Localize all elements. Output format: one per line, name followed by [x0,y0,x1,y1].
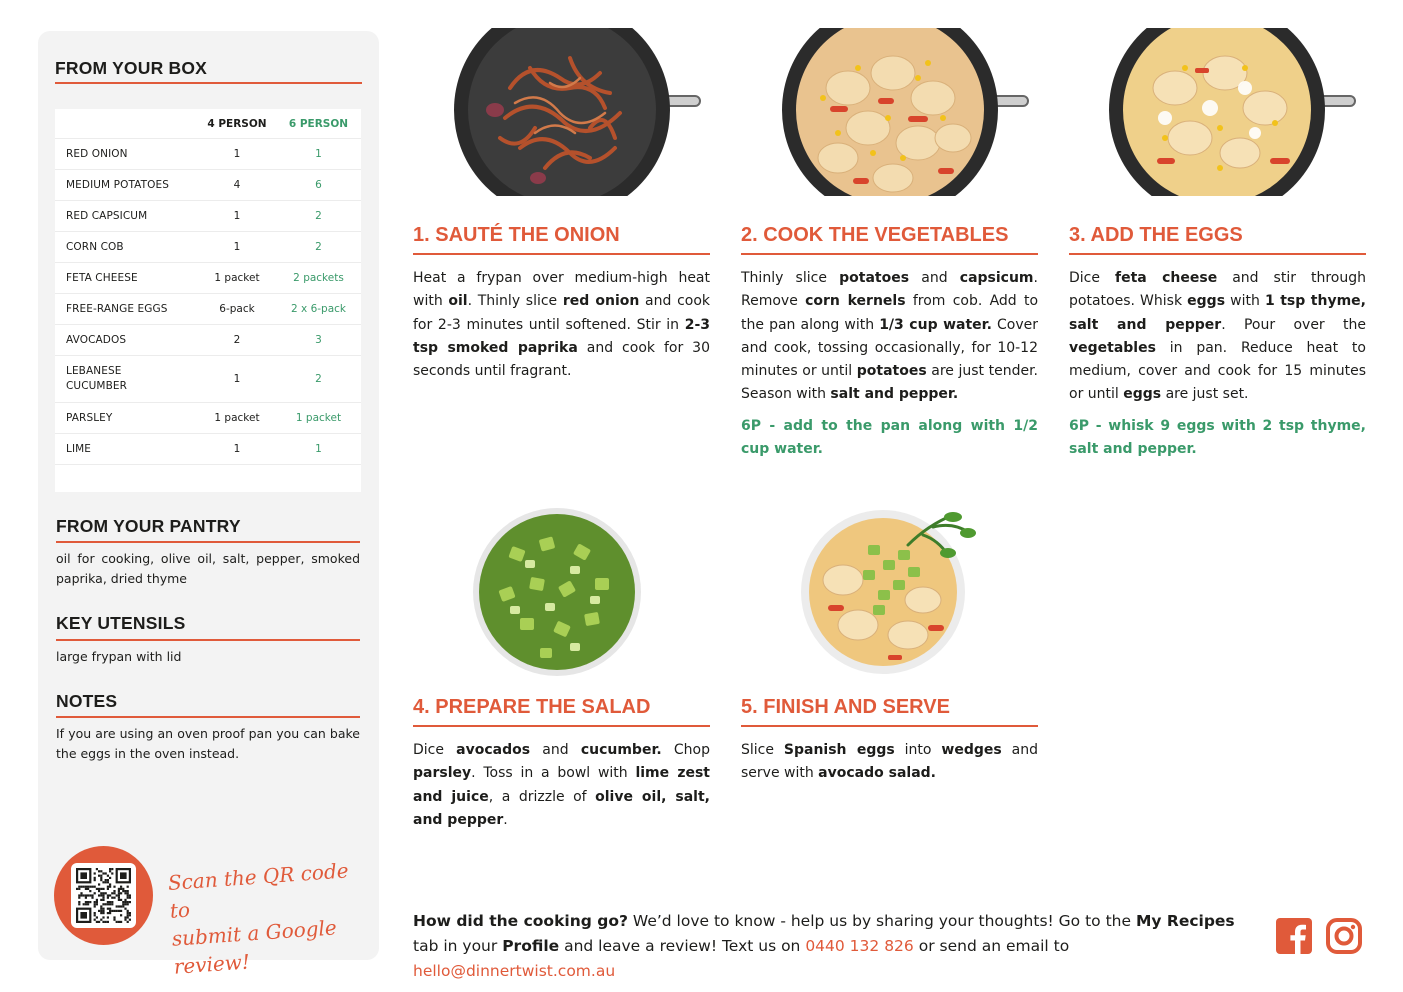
divider [56,639,360,641]
table-row [55,434,361,465]
ingredient-qty-4p: 1 [233,241,241,253]
step-2-body: Thinly slice potatoes and capsicum. Remove corn kernels from cob. Add to the pan along with 1/3 cup water. Cover and cook, tossing occasionally, for 10-12 minutes or until potatoes are just tender. Season with salt and pepper. [741,270,1039,403]
ingredient-qty-4p: 4 [233,179,241,191]
table-row [55,294,361,325]
step-2-6p-note: 6P - add to the pan along with 1/2 cup water. [741,418,1038,458]
my-recipes-link[interactable]: My Recipes [1135,912,1235,930]
ingredient-name: AVOCADOS [66,333,127,346]
ingredient-qty-4p: 2 [233,334,241,346]
ingredient-name: FREE-RANGE EGGS [66,302,168,315]
ingredient-qty-4p: 1 packet [214,272,260,284]
ingredient-qty-6p: 1 packet [295,412,342,424]
review-text-1: We’d love to know - help us by sharing your thoughts! Go to the [627,912,1136,930]
step-3-body: Dice feta cheese and stir through potatoes. Whisk eggs with 1 tsp thyme, salt and pepper. Pour over the vegetables in pan. Reduce heat to medium, cover and cook for 15 minutes or until eggs are just set. [1069,270,1366,403]
ingredient-qty-4p: 1 [233,210,241,222]
step-4-body: Dice avocados and cucumber. Chop parsley. Toss in a bowl with lime zest and juice, a drizzle of olive oil, salt, and pepper. [413,742,710,828]
ingredient-name: LEBANESE CUCUMBER [66,365,128,392]
divider [413,253,710,255]
qr-code-icon[interactable] [71,863,136,928]
header-6-person: 6 PERSON [288,117,349,130]
ingredient-name: PARSLEY [66,411,113,424]
table-row [55,232,361,263]
table-row [55,170,361,201]
qr-caption-line-1: Scan the QR code to [167,858,350,923]
review-question: How did the cooking go? [413,912,628,930]
divider [56,541,360,543]
ingredient-qty-6p: 2 [315,210,322,222]
ingredient-qty-6p: 2 [315,373,322,385]
divider [741,253,1038,255]
step-3-6p-note: 6P - whisk 9 eggs with 2 tsp thyme, salt and pepper. [1069,418,1366,458]
ingredient-qty-4p: 6-pack [219,303,255,315]
pantry-list: oil for cooking, olive oil, salt, pepper, smoked paprika, dried thyme [56,551,360,586]
step-4-title: 4. PREPARE THE SALAD [413,696,651,718]
onion-pan-image [450,28,705,200]
ingredient-name: FETA CHEESE [66,271,138,284]
table-row [55,325,361,356]
ingredients-sidebar [38,31,379,979]
step-1-body: Heat a frypan over medium-high heat with oil. Thinly slice red onion and cook for 2-3 minutes until softened. Stir in 2-3 tsp smoked paprika and cook for 30 seconds until fragrant. [413,270,710,380]
header-4-person: 4 PERSON [207,117,267,130]
ingredient-qty-6p: 2 [315,241,322,253]
ingredient-qty-4p: 1 [233,373,241,385]
step-3-title: 3. ADD THE EGGS [1069,224,1243,246]
ingredient-name: RED CAPSICUM [66,209,148,222]
table-row [55,403,361,434]
step-1-title: 1. SAUTÉ THE ONION [413,224,620,246]
ingredient-qty-6p: 2 x 6-pack [291,303,346,315]
step-2-title: 2. COOK THE VEGETABLES [741,224,1009,246]
ingredient-name: CORN COB [66,240,124,253]
phone-link[interactable]: 0440 132 826 [805,937,914,955]
table-row [55,139,361,170]
review-text-3: and leave a review! Text us on [559,937,806,955]
instagram-icon[interactable] [1326,918,1362,954]
table-row [55,356,361,403]
notes-text: If you are using an oven proof pan you can bake the eggs in the oven instead. [56,726,360,761]
divider [1069,253,1366,255]
profile-link[interactable]: Profile [502,937,560,955]
table-header [55,109,361,139]
qr-badge[interactable] [54,846,153,945]
vegetables-pan-image [778,28,1033,200]
qr-caption-line-2: submit a Google review! [171,915,338,979]
facebook-icon[interactable] [1276,918,1312,954]
ingredient-name: LIME [66,442,92,455]
divider [56,716,360,718]
review-text-4: or send an email to [913,937,1070,955]
salad-bowl-image [470,508,645,676]
ingredient-qty-6p: 1 [315,148,322,160]
ingredient-name: MEDIUM POTATOES [66,178,169,191]
ingredient-qty-6p: 1 [315,443,322,455]
qr-caption [167,855,374,981]
ingredient-name: RED ONION [66,147,128,160]
table-row [55,263,361,294]
utensils-list: large frypan with lid [56,649,182,664]
plated-dish-image [798,505,983,675]
ingredient-qty-6p: 3 [315,334,322,346]
table-row [55,201,361,232]
ingredients-table [55,109,361,492]
eggs-pan-image [1105,28,1360,200]
divider [55,82,362,84]
ingredient-qty-4p: 1 packet [214,412,260,424]
review-prompt [413,909,1263,984]
notes-title: NOTES [56,691,118,711]
ingredient-qty-4p: 1 [233,443,241,455]
review-text-2: tab in your [413,937,503,955]
key-utensils-title: KEY UTENSILS [56,613,186,633]
from-your-box-title: FROM YOUR BOX [55,58,208,78]
ingredient-qty-4p: 1 [233,148,241,160]
ingredient-qty-6p: 2 packets [293,272,344,284]
ingredient-qty-6p: 6 [315,179,322,191]
divider [413,725,710,727]
step-5-title: 5. FINISH AND SERVE [741,696,950,718]
from-your-pantry-title: FROM YOUR PANTRY [56,516,241,536]
email-link[interactable]: hello@dinnertwist.com.au [413,962,616,980]
step-5-body: Slice Spanish eggs into wedges and serve with avocado salad. [741,742,1038,782]
divider [741,725,1038,727]
